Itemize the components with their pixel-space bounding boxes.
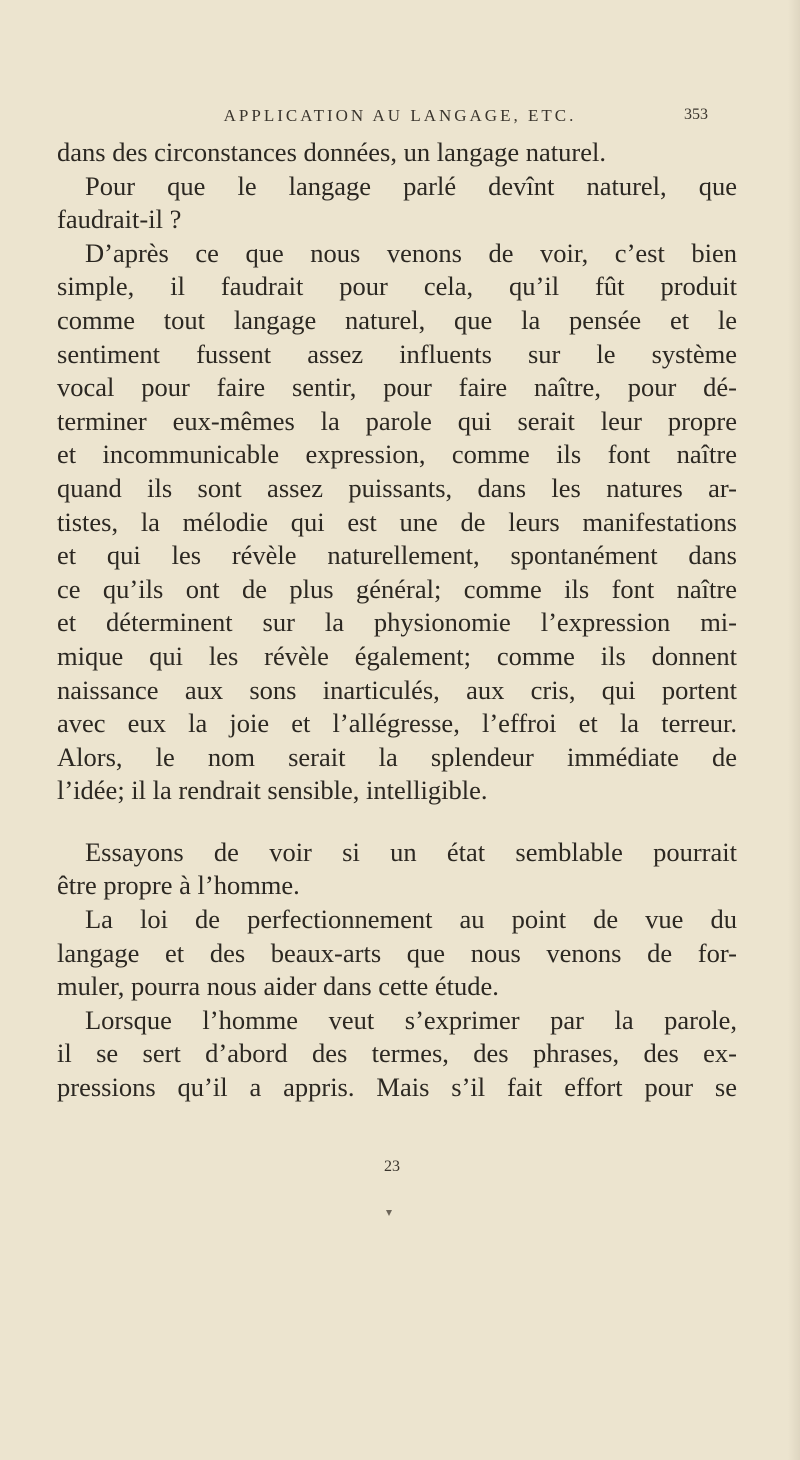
text-line: La loi de perfectionnement au point de vue du bbox=[85, 904, 737, 935]
text-line: et déterminent sur la physionomie l’expression mi- bbox=[57, 607, 737, 638]
text-line: sentiment fussent assez influents sur le système bbox=[57, 338, 737, 369]
text-line: simple, il faudrait pour cela, qu’il fût produit bbox=[57, 271, 737, 302]
signature-mark: 23 bbox=[384, 1158, 400, 1175]
text-line: ce qu’ils ont de plus général; comme ils font naître bbox=[57, 573, 737, 604]
text-line: tistes, la mélodie qui est une de leurs manifestations bbox=[57, 506, 737, 537]
text-line: et qui les révèle naturellement, spontanément dans bbox=[57, 540, 737, 571]
text-line: pressions qu’il a appris. Mais s’il fait effort pour se bbox=[57, 1072, 737, 1103]
text-line: Lorsque l’homme veut s’exprimer par la parole, bbox=[85, 1004, 737, 1035]
text-line: naissance aux sons inarticulés, aux cris, qui portent bbox=[57, 674, 737, 705]
text-line: vocal pour faire sentir, pour faire naître, pour dé- bbox=[57, 372, 737, 403]
page-footer bbox=[0, 1158, 800, 1178]
text-line: il se sert d’abord des termes, des phrases, des ex- bbox=[57, 1038, 737, 1069]
text-line: muler, pourra nous aider dans cette étude. bbox=[57, 971, 499, 1002]
text-line: terminer eux-mêmes la parole qui serait leur propre bbox=[57, 405, 737, 436]
text-line: quand ils sont assez puissants, dans les natures ar- bbox=[57, 472, 737, 503]
text-line: Alors, le nom serait la splendeur immédiate de bbox=[57, 741, 737, 772]
body-text bbox=[57, 136, 737, 1105]
text-line: et incommunicable expression, comme ils font naître bbox=[57, 439, 737, 470]
page-edge-shade bbox=[788, 0, 800, 1460]
text-line: l’idée; il la rendrait sensible, intelligible. bbox=[57, 775, 488, 806]
text-line: comme tout langage naturel, que la pensée et le bbox=[57, 304, 737, 335]
page-number: 353 bbox=[684, 106, 708, 123]
text-line: être propre à l’homme. bbox=[57, 870, 300, 901]
text-line: dans des circonstances données, un langage naturel. bbox=[57, 137, 606, 167]
text-line: faudrait-il ? bbox=[57, 204, 182, 235]
text-line: Pour que le langage parlé devînt naturel, que bbox=[85, 170, 737, 201]
page-header bbox=[0, 106, 800, 136]
text-line: langage et des beaux-arts que nous venons de for- bbox=[57, 937, 737, 968]
ink-speck-mark bbox=[386, 1210, 392, 1216]
text-line: D’après ce que nous venons de voir, c’est bien bbox=[85, 237, 737, 268]
paragraph-gap bbox=[57, 808, 737, 836]
running-head: APPLICATION AU LANGAGE, ETC. bbox=[223, 106, 577, 125]
text-line: Essayons de voir si un état semblable pourrait bbox=[85, 836, 737, 867]
text-line: avec eux la joie et l’allégresse, l’effroi et la terreur. bbox=[57, 708, 737, 739]
text-line: mique qui les révèle également; comme ils donnent bbox=[57, 640, 737, 671]
